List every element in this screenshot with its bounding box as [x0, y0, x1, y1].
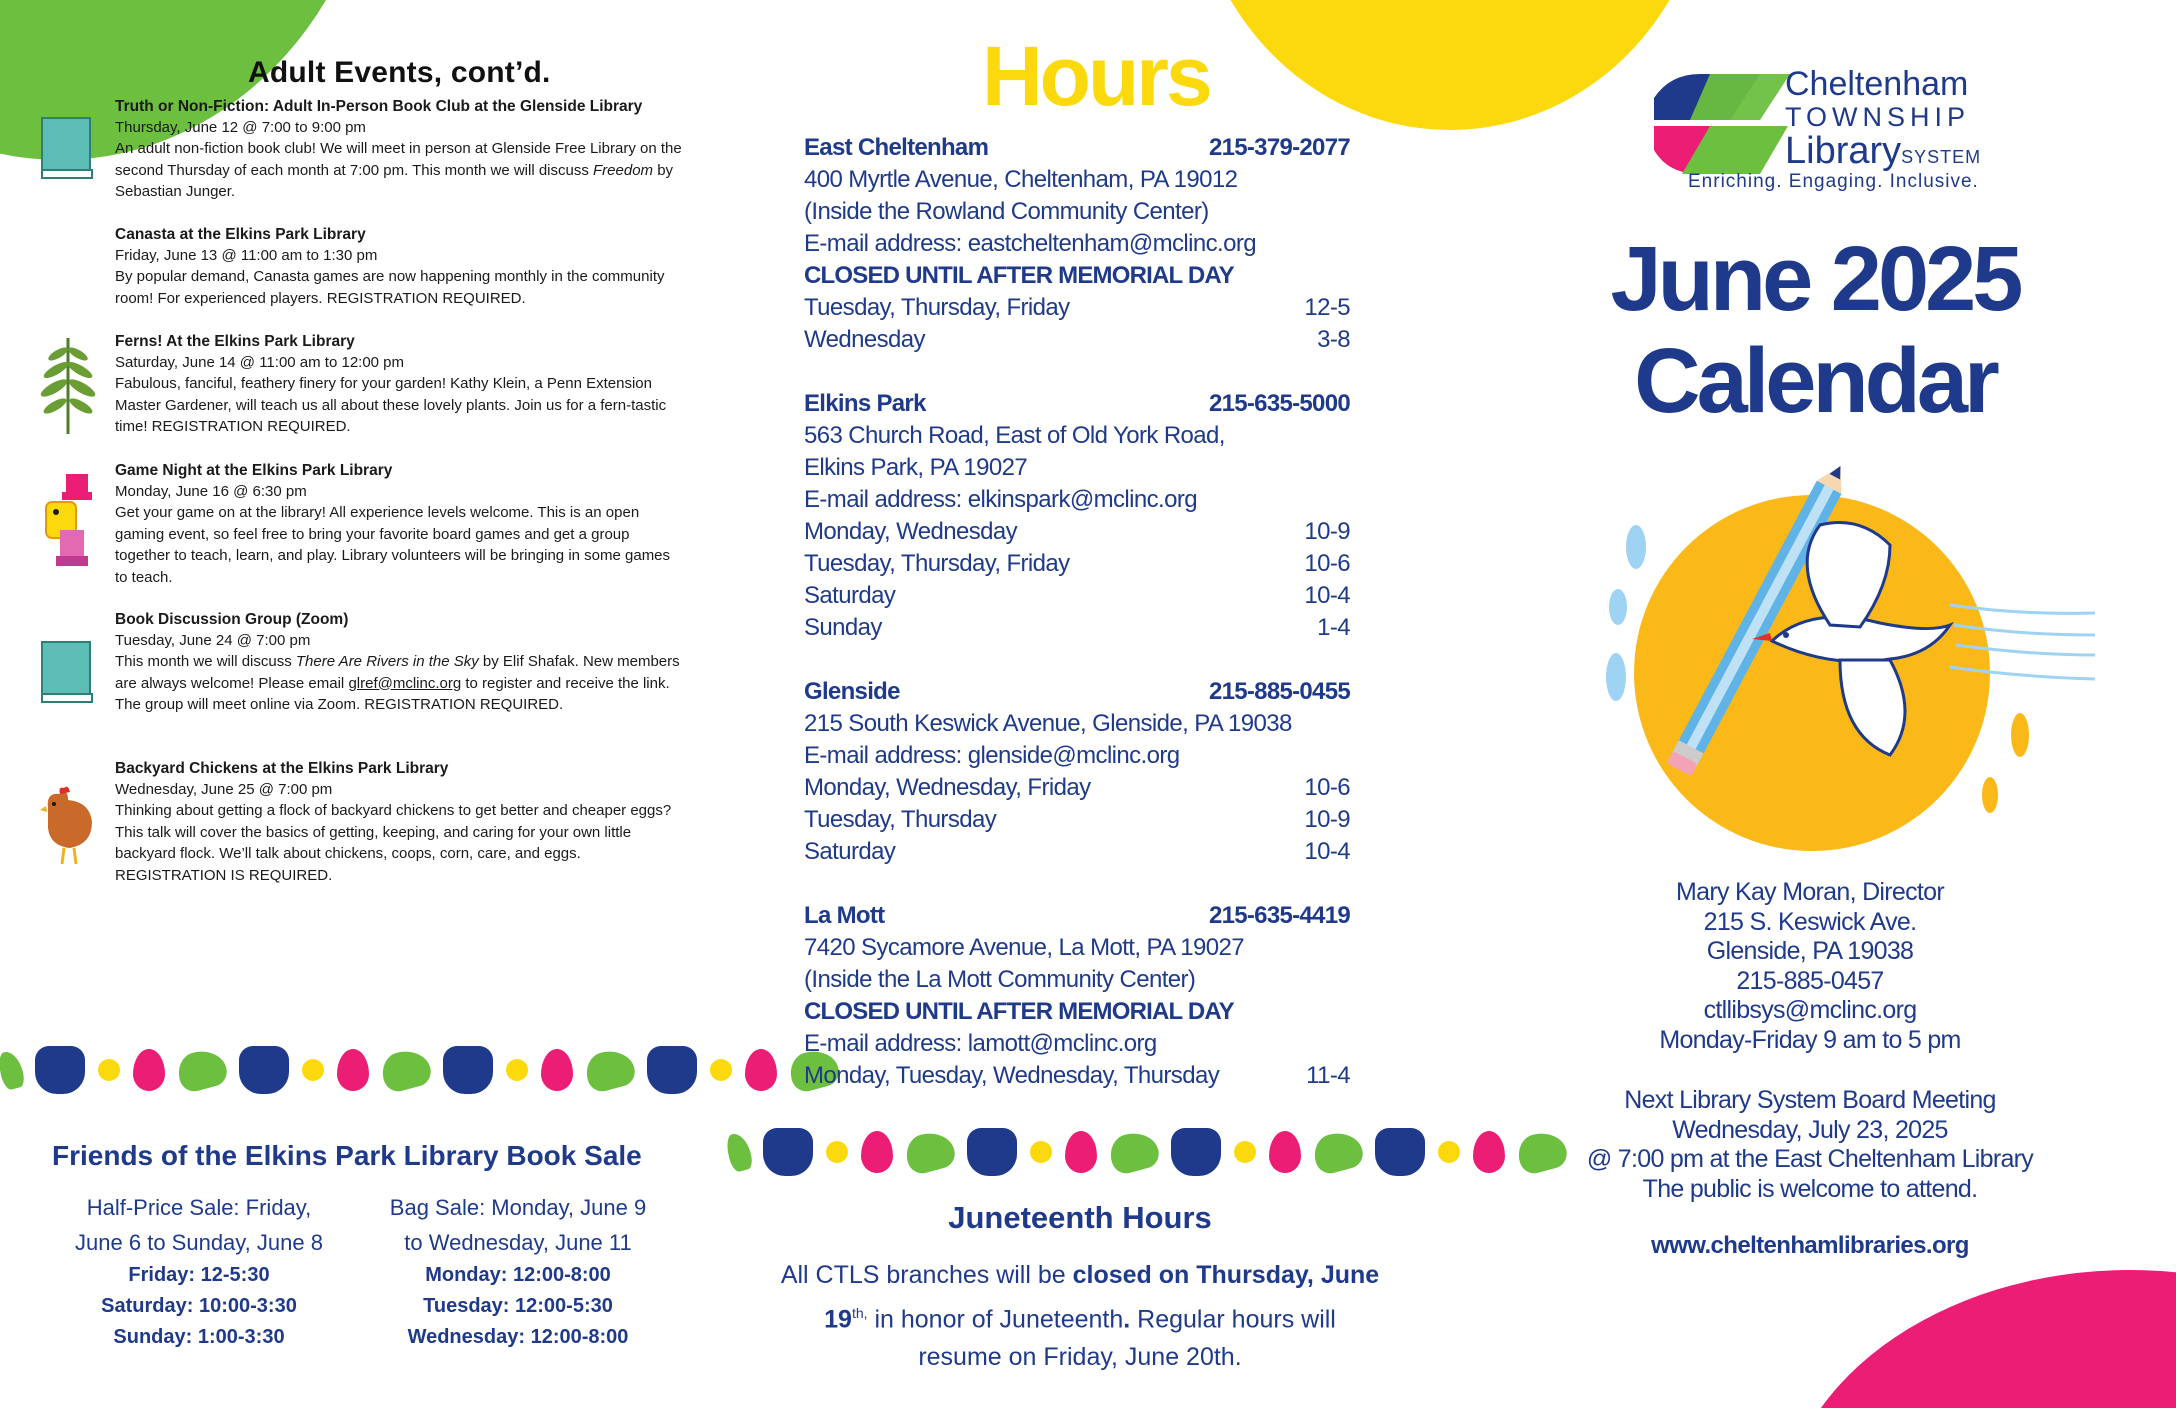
branch-email: E-mail address: glenside@mclinc.org [804, 742, 1180, 769]
fern-icon [38, 334, 98, 436]
schedule-row: Wednesday 3-8 [804, 326, 1350, 353]
event-title: Canasta at the Elkins Park Library [115, 226, 366, 243]
yellow-corner-decoration [1190, 0, 1710, 130]
branch-closed-notice: CLOSED UNTIL AFTER MEMORIAL DAY [804, 262, 1234, 289]
chicken-icon [38, 784, 98, 866]
event-title: Ferns! At the Elkins Park Library [115, 333, 355, 350]
branch-name: Elkins Park [804, 390, 926, 417]
event-backyard-chickens [115, 758, 685, 886]
schedule-row: Monday, Wednesday 10-9 [804, 518, 1350, 545]
branch-phone: 215-379-2077 [1208, 134, 1350, 161]
event-title: Book Discussion Group (Zoom) [115, 611, 349, 628]
logo-wordmark: Cheltenham TOWNSHIP LibrarySYSTEM [1785, 65, 1982, 172]
adult-events-title: Adult Events, cont’d. [248, 56, 551, 89]
event-description: Thinking about getting a flock of backyard chickens to get better and cheaper eggs? This talk will cover the basics of getting, keeping, and caring for your own little backyard flock. We’ll talk about chickens, coops, corn, care, and eggs. REGISTRATION IS REQUIRED. [115, 802, 672, 884]
bag-sale: Bag Sale: Monday, June 9 to Wednesday, June 11 Monday: 12:00-8:00 Tuesday: 12:00-5:30 Wednesday: 12:00-8:00 [389, 1195, 647, 1348]
event-date: Saturday, June 14 @ 11:00 am to 12:00 pm [115, 354, 405, 371]
juneteenth-title: Juneteenth Hours [948, 1200, 1212, 1235]
calendar-title: June 2025 Calendar [1610, 228, 2020, 432]
book-icon [38, 638, 96, 704]
event-date: Wednesday, June 25 @ 7:00 pm [115, 781, 333, 798]
branch-address: 215 South Keswick Avenue, Glenside, PA 19038 [804, 710, 1292, 737]
event-date: Monday, June 16 @ 6:30 pm [115, 483, 307, 500]
branch-name: La Mott [804, 902, 885, 929]
bird-and-pencil-illustration-icon [1590, 455, 2110, 855]
event-description: Get your game on at the library! All experience levels welcome. This is an open gaming event, so feel free to bring your favorite board games and get a group together to teach, learn, and play. Library volunteers will be bringing in some games to teach. [115, 504, 671, 586]
branch-elkins-park [804, 388, 1350, 644]
branch-address: (Inside the La Mott Community Center) [804, 966, 1196, 993]
branch-email: E-mail address: elkinspark@mclinc.org [804, 486, 1197, 513]
schedule-row: Sunday 1-4 [804, 614, 1350, 641]
director-email[interactable]: ctllibsys@mclinc.org [1703, 996, 1917, 1024]
branch-east-cheltenham [804, 132, 1350, 356]
branch-closed-notice: CLOSED UNTIL AFTER MEMORIAL DAY [804, 998, 1234, 1025]
game-pieces-icon [38, 468, 98, 574]
event-date: Tuesday, June 24 @ 7:00 pm [115, 632, 311, 649]
branch-address: 400 Myrtle Avenue, Cheltenham, PA 19012 [804, 166, 1238, 193]
branch-name: Glenside [804, 678, 900, 705]
branch-email: E-mail address: lamott@mclinc.org [804, 1030, 1157, 1057]
juneteenth-notice: All CTLS branches will be closed on Thursday, June $19^{th,}$ in honor of Juneteenth. Regular hours will resume on Friday, June 20th. [780, 1261, 1380, 1372]
website-link[interactable]: www.cheltenhamlibraries.org [1651, 1232, 1969, 1259]
branch-phone: 215-885-0455 [1208, 678, 1350, 705]
event-description: This month we will discuss There Are Rivers in the Sky by Elif Shafak. New members are always welcome! Please email glref@mclinc.org to register and receive the link. The group will meet online via Zoom. REGISTRATION REQUIRED. [115, 653, 680, 713]
event-game-night [115, 460, 685, 588]
branch-email: E-mail address: eastcheltenham@mclinc.org [804, 230, 1256, 257]
adult-events-panel [0, 0, 720, 1408]
event-title: Game Night at the Elkins Park Library [115, 462, 393, 479]
event-description: By popular demand, Canasta games are now happening monthly in the community room! For experienced players. REGISTRATION REQUIRED. [115, 268, 665, 307]
branch-phone: 215-635-5000 [1208, 390, 1350, 417]
email-link[interactable]: glref@mclinc.org [348, 674, 462, 692]
half-price-sale: Half-Price Sale: Friday, June 6 to Sunday, June 8 Friday: 12-5:30 Saturday: 10:00-3:30 Sunday: 1:00-3:30 [75, 1195, 323, 1348]
book-sale-title: Friends of the Elkins Park Library Book Sale [52, 1140, 642, 1171]
event-title: Backyard Chickens at the Elkins Park Library [115, 760, 449, 777]
schedule-row: Monday, Wednesday, Friday 10-6 [804, 774, 1350, 801]
branch-la-mott [804, 900, 1350, 1092]
board-meeting-notice: Next Library System Board Meeting Wednesday, July 23, 2025 @ 7:00 pm at the East Cheltenham Library The public is welcome to attend. [1586, 1086, 2034, 1203]
schedule-row: Saturday 10-4 [804, 838, 1350, 865]
branch-phone: 215-635-4419 [1208, 902, 1350, 929]
event-ferns [115, 331, 685, 438]
pink-corner-decoration [1780, 1270, 2176, 1408]
event-book-discussion-zoom [115, 609, 685, 716]
event-date: Friday, June 13 @ 11:00 am to 1:30 pm [115, 247, 378, 264]
book-icon [38, 114, 96, 180]
hours-title: Hours [982, 29, 1210, 123]
schedule-row: Tuesday, Thursday 10-9 [804, 806, 1350, 833]
event-truth-or-nonfiction [115, 96, 685, 203]
event-description: Fabulous, fanciful, feathery finery for your garden! Kathy Klein, a Penn Extension Master Gardener, will teach us all about these lovely plants. Join us for a fern-tastic time! REGISTRATION REQUIRED. [115, 375, 667, 435]
schedule-row: Monday, Tuesday, Wednesday, Thursday 11-4 [804, 1062, 1350, 1089]
schedule-row: Tuesday, Thursday, Friday 12-5 [804, 294, 1350, 321]
event-description: An adult non-fiction book club! We will meet in person at Glenside Free Library on the second Thursday of each month at 7:00 pm. This month we will discuss Freedom by Sebastian Junger. [115, 140, 682, 200]
branch-address: Elkins Park, PA 19027 [804, 454, 1028, 481]
branch-glenside [804, 676, 1350, 868]
branch-name: East Cheltenham [804, 134, 989, 161]
decorative-dots-row [0, 1046, 838, 1094]
director-contact: Mary Kay Moran, Director 215 S. Keswick Ave. Glenside, PA 19038 215-885-0457 ctllibsys@mclinc.org Monday-Friday 9 am to 5 pm [1560, 878, 2060, 1055]
event-date: Thursday, June 12 @ 7:00 to 9:00 pm [115, 119, 366, 136]
decorative-dots-row [728, 1128, 1566, 1176]
event-title: Truth or Non-Fiction: Adult In-Person Book Club at the Glenside Library [115, 98, 643, 115]
event-canasta [115, 224, 685, 309]
schedule-row: Tuesday, Thursday, Friday 10-6 [804, 550, 1350, 577]
branch-address: 563 Church Road, East of Old York Road, [804, 422, 1225, 449]
schedule-row: Saturday 10-4 [804, 582, 1350, 609]
branch-address: (Inside the Rowland Community Center) [804, 198, 1209, 225]
branch-address: 7420 Sycamore Avenue, La Mott, PA 19027 [804, 934, 1245, 961]
logo-tagline: Enriching. Engaging. Inclusive. [1688, 171, 1979, 192]
